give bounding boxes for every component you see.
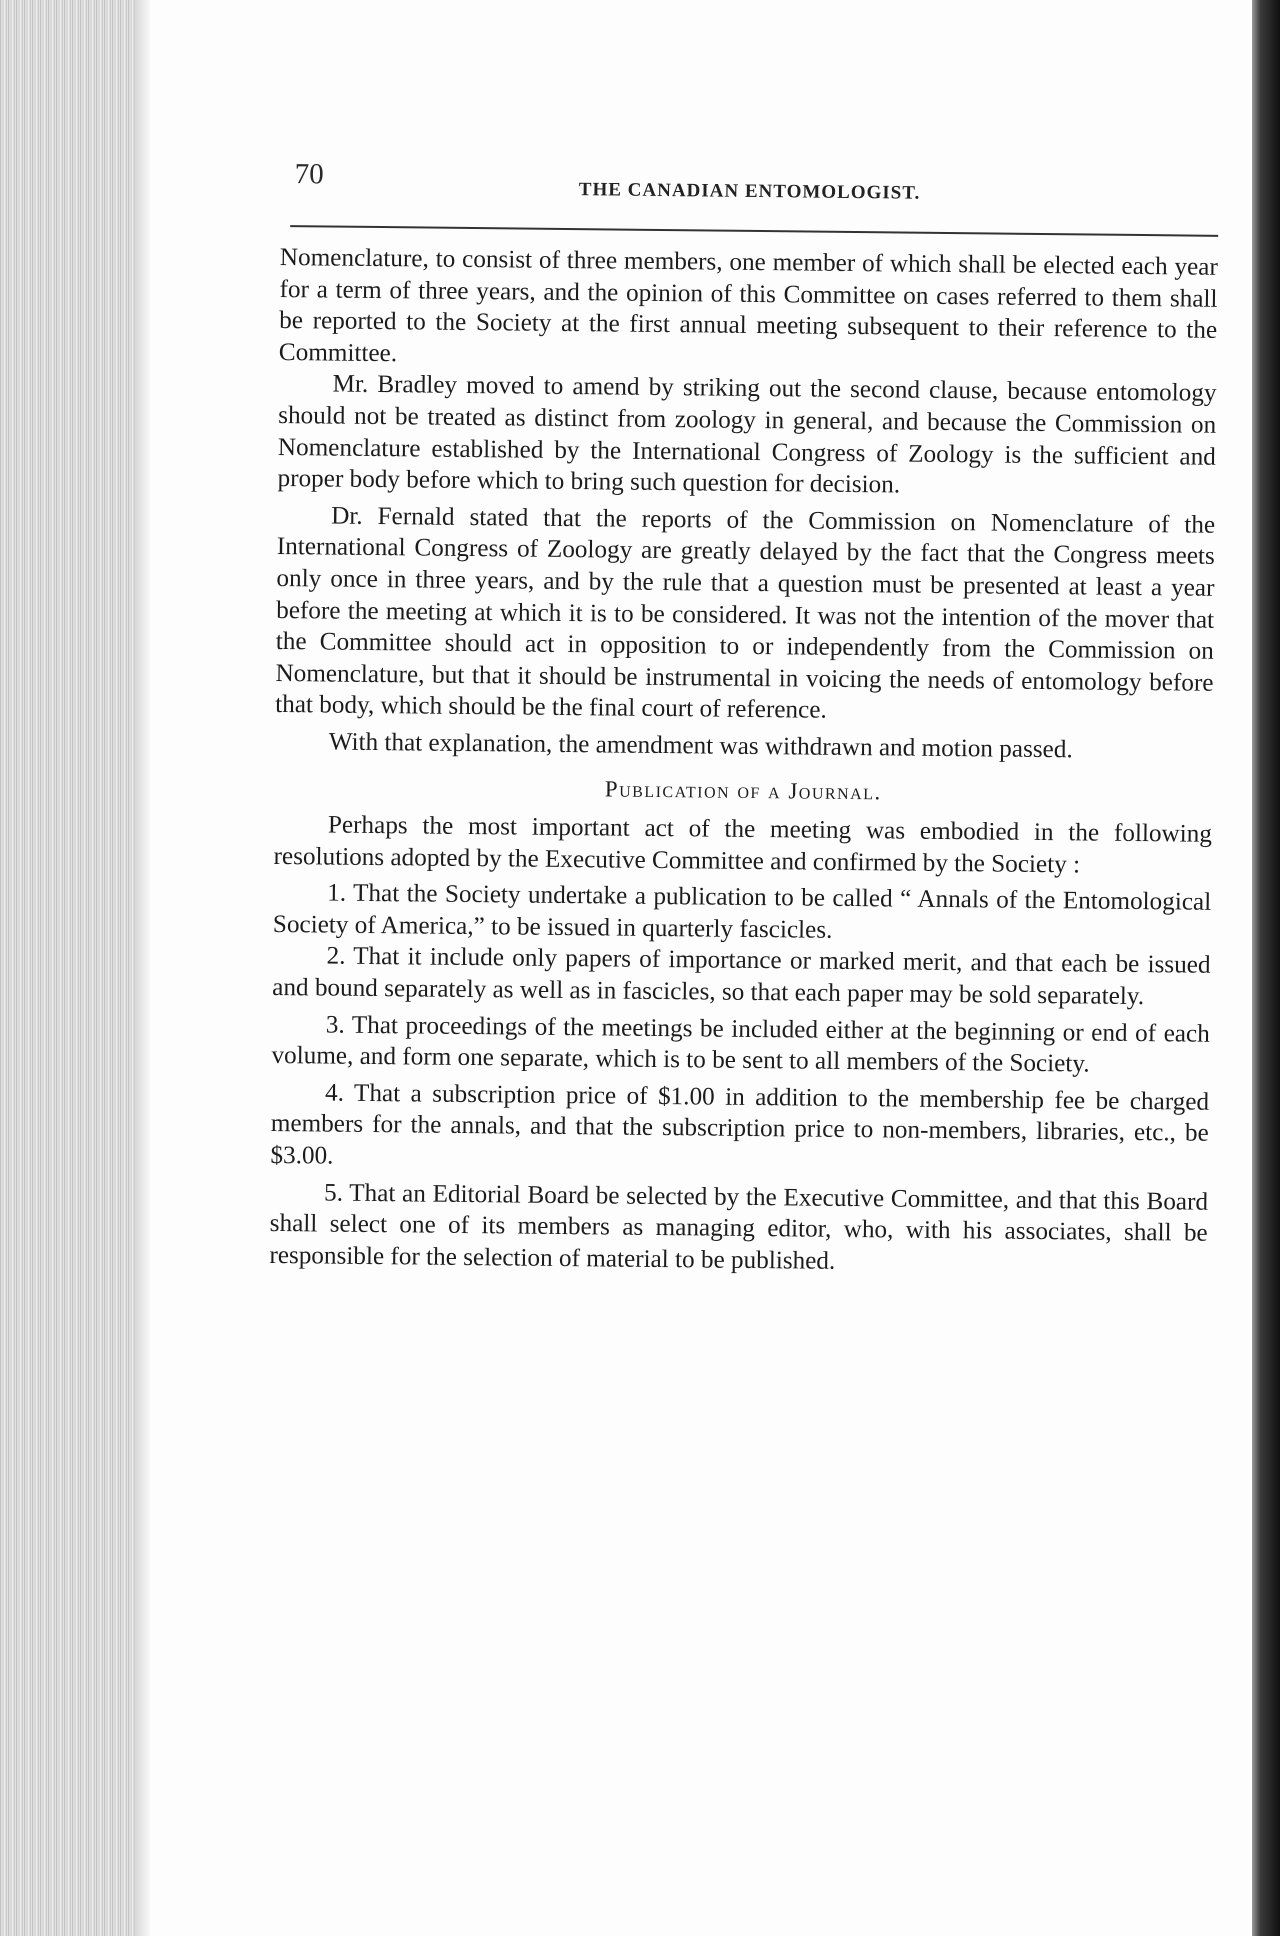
book-page-edges [0,0,137,1936]
resolution-item: 2. That it include only papers of importance or marked merit, and that each be issued and bound separately as well as in fascicles, so that each paper may be sold separately. [272,942,1211,1011]
paragraph: Nomenclature, to consist of three members, one member of which shall be elected each year for a term of three years, and the opinion of this Committee on cases referred to them shall be reported to the Society at the first annual meeting subsequent to their reference to the Committee. [278,243,1218,368]
running-head: THE CANADIAN ENTOMOLOGIST. [578,179,921,204]
paragraph: Perhaps the most important act of the meeting was embodied in the following resolutions adopted by the Executive Committee and confirmed by the Society : [273,811,1213,879]
section-heading: Publication of a Journal. [604,775,882,804]
resolution-item: 1. That the Society undertake a publication to be called “ Annals of the Entomological Society of America,” to be issued in quarterly fascicles. [272,879,1212,944]
page-header [280,150,1219,220]
book-edge-shadow [1252,0,1280,1936]
paragraph: With that explanation, the amendment was withdrawn and motion passed. [328,728,1073,764]
page-number: 70 [294,158,324,191]
resolution-item: 5. That an Editorial Board be selected by the Executive Committee, and that this Board shall select one of its members as managing editor, who, with his associates, shall be responsible for the selection of material to be published. [269,1179,1209,1275]
paragraph: Dr. Fernald stated that the reports of the Commission on Nomenclature of the International Congress of Zoology are greatly delayed by the fact that the Congress meets only once in three years, and by the rule that a question must be presented at least a year before the meeting at which it is to be considered. It was not the intention of the mover that the Committee should act in opposition to or independently from the Commission on Nomenclature, but that it should be instrumental in voicing the needs of entomology before that body, which should be the final court of reference. [275,502,1216,725]
page-body [269,242,1218,1281]
paragraph: Mr. Bradley moved to amend by striking out the second clause, because entomology should not be treated as distinct from zoology in general, and because the Commission on Nomenclature established by the International Congress of Zoology is the sufficient and proper body before which to bring such question for decision. [277,370,1217,499]
resolution-item: 4. That a subscription price of $1.00 in addition to the membership fee be charged members for the annals, and that the subscription price to non-members, libraries, etc., be $3.00. [270,1079,1210,1170]
text-block [269,150,1219,1275]
resolution-item: 3. That proceedings of the meetings be included either at the beginning or end of each volume, and form one separate, which is to be sent to all members of the Society. [271,1011,1210,1078]
